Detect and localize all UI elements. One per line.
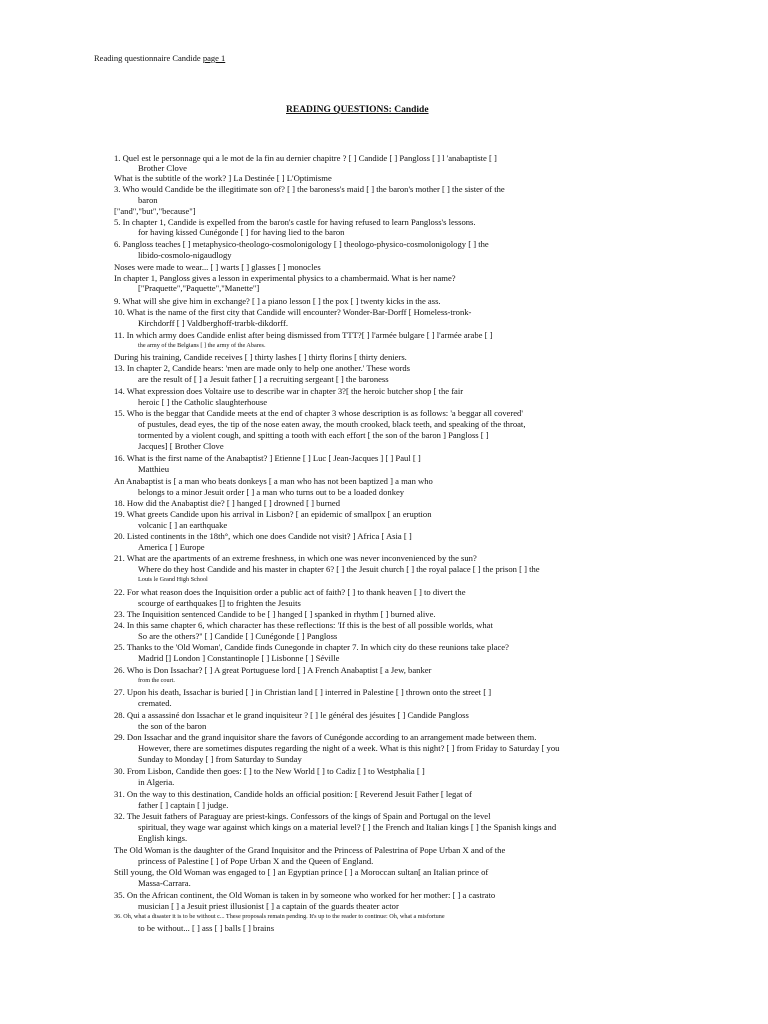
question-line: 10. What is the name of the first city that Candide will encounter? Wonder-Bar-Dorff [ Homeless-tronk- <box>114 307 472 317</box>
question-line: 15. Who is the beggar that Candide meets at the end of chapter 3 whose description is as follows: 'a beggar all covered' <box>114 408 523 418</box>
question-line: 11. In which army does Candide enlist after being dismissed from TTT?[ ] l'armée bulgare [ ] l'armée arabe [ ] <box>114 330 493 340</box>
question-line: Still young, the Old Woman was engaged to [ ] an Egyptian prince [ ] a Moroccan sultan[ an Italian prince of <box>114 867 489 877</box>
question-line: Where do they host Candide and his master in chapter 6? [ ] the Jesuit church [ ] the royal palace [ ] the prison [ ] the <box>138 564 540 574</box>
question-line: 29. Don Issachar and the grand inquisitor share the favors of Cunégonde according to an arrangement made between them. <box>114 732 537 742</box>
question-line: ["and","but","because"] <box>114 206 196 216</box>
question-line: from the court. <box>138 677 175 684</box>
question-line: cremated. <box>138 698 172 708</box>
question-line: 19. What greets Candide upon his arrival in Lisbon? [ an epidemic of smallpox [ an eruption <box>114 509 432 519</box>
question-line: to be without... [ ] ass [ ] balls [ ] brains <box>138 923 275 933</box>
question-line: What is the subtitle of the work? ] La Destinée [ ] L'Optimisme <box>114 173 332 183</box>
question-line: 24. In this same chapter 6, which character has these reflections: 'If this is the best of all possible worlds, what <box>114 620 493 630</box>
question-line: 16. What is the first name of the Anabaptist? ] Etienne [ ] Luc [ Jean-Jacques ] [ ] Paul [ ] <box>114 453 421 463</box>
question-line: Brother Clove <box>138 163 187 173</box>
question-line: However, there are sometimes disputes regarding the night of a week. What is this night? [ ] from Friday to Saturday [ you <box>138 743 560 753</box>
question-line: 27. Upon his death, Issachar is buried [ ] in Christian land [ ] interred in Palestine [ ] thrown onto the street [ ] <box>114 687 492 697</box>
question-line: Jacques] [ Brother Clove <box>138 441 224 451</box>
document-title: READING QUESTIONS: Candide <box>286 105 429 115</box>
question-line: 9. What will she give him in exchange? [ ] a piano lesson [ ] the pox [ ] twenty kicks in the ass. <box>114 296 441 306</box>
question-line: 3. Who would Candide be the illegitimate son of? [ ] the baroness's maid [ ] the baron's mother [ ] the sister of the <box>114 184 505 194</box>
question-line: America [ ] Europe <box>138 542 205 552</box>
question-line: 32. The Jesuit fathers of Paraguay are priest-kings. Confessors of the kings of Spain and Portugal on the level <box>114 811 491 821</box>
question-line: 28. Qui a assassiné don Issachar et le grand inquisiteur ? [ ] le général des jésuites [ ] Candide Pangloss <box>114 710 469 720</box>
question-line: 21. What are the apartments of an extreme freshness, in which one was never inconvenienced by the sun? <box>114 553 477 563</box>
question-line: in Algeria. <box>138 777 175 787</box>
question-line: 23. The Inquisition sentenced Candide to be [ ] hanged [ ] spanked in rhythm [ ] burned alive. <box>114 609 436 619</box>
question-line: 31. On the way to this destination, Candide holds an official position: [ Reverend Jesuit Father [ legat of <box>114 789 472 799</box>
question-line: During his training, Candide receives [ ] thirty lashes [ ] thirty florins [ thirty deniers. <box>114 352 407 362</box>
question-line: Kirchdorff [ ] Valdberghoff-trarbk-dikdorff. <box>138 318 289 328</box>
question-line: Sunday to Monday [ ] from Saturday to Sunday <box>138 754 302 764</box>
question-line: Louis le Grand High School <box>138 576 208 583</box>
question-line: Massa-Carrara. <box>138 878 191 888</box>
question-line: In chapter 1, Pangloss gives a lesson in experimental physics to a chambermaid. What is her name? <box>114 273 456 283</box>
question-line: 25. Thanks to the 'Old Woman', Candide finds Cunegonde in chapter 7. In which city do these reunions take place? <box>114 642 509 652</box>
question-line: An Anabaptist is [ a man who beats donkeys [ a man who has not been baptized ] a man who <box>114 476 433 486</box>
question-line: heroic [ ] the Catholic slaughterhouse <box>138 397 268 407</box>
question-line: baron <box>138 195 158 205</box>
question-line: are the result of [ ] a Jesuit father [ ] a recruiting sergeant [ ] the baroness <box>138 374 389 384</box>
question-line: 20. Listed continents in the 18th°, which one does Candide not visit? ] Africa [ Asia [ ] <box>114 531 412 541</box>
question-line: 5. In chapter 1, Candide is expelled from the baron's castle for having refused to learn Pangloss's lessons. <box>114 217 476 227</box>
page-header <box>94 53 225 63</box>
question-line: 30. From Lisbon, Candide then goes: [ ] to the New World [ ] to Cadiz [ ] to Westphalia [ ] <box>114 766 425 776</box>
question-line: princess of Palestine [ ] of Pope Urban X and the Queen of England. <box>138 856 374 866</box>
question-line: musician [ ] a Jesuit priest illusionist [ ] a captain of the guards theater actor <box>138 901 399 911</box>
question-line: the army of the Belgians [ ] the army of the Abares. <box>138 342 266 349</box>
question-line: Noses were made to wear... [ ] warts [ ] glasses [ ] monocles <box>114 262 321 272</box>
question-line: the son of the baron <box>138 721 207 731</box>
question-line: father [ ] captain [ ] judge. <box>138 800 229 810</box>
question-line: scourge of earthquakes [] to frighten the Jesuits <box>138 598 301 608</box>
question-line: libido-cosmolo-nigaudlogy <box>138 250 232 260</box>
header-page-label: page 1 <box>202 53 226 63</box>
question-line: belongs to a minor Jesuit order [ ] a man who turns out to be a loaded donkey <box>138 487 405 497</box>
question-line: 26. Who is Don Issachar? [ ] A great Portuguese lord [ ] A French Anabaptist [ a Jew, banker <box>114 665 432 675</box>
question-line: of pustules, dead eyes, the tip of the nose eaten away, the mouth crooked, black teeth, and speaking of the throat, <box>138 419 526 429</box>
question-line: spiritual, they wage war against which kings on a material level? [ ] the French and Italian kings [ ] the Spanish kings and <box>138 822 557 832</box>
question-line: 18. How did the Anabaptist die? [ ] hanged [ ] drowned [ ] burned <box>114 498 341 508</box>
question-line: So are the others?'' [ ] Candide [ ] Cunégonde [ ] Pangloss <box>138 631 338 641</box>
question-line: English kings. <box>138 833 188 843</box>
question-line: 22. For what reason does the Inquisition order a public act of faith? [ ] to thank heaven [ ] to divert the <box>114 587 466 597</box>
question-line: for having kissed Cunégonde [ ] for having lied to the baron <box>138 227 345 237</box>
question-line: 36. Oh, what a disaster it is to be without c... These proposals remain pending. It's up to the reader to continue: Oh, what a misfortune <box>114 913 445 920</box>
question-line: Madrid [] London ] Constantinople [ ] Lisbonne [ ] Séville <box>138 653 340 663</box>
question-line: tormented by a violent cough, and spitting a tooth with each effort [ the son of the baron ] Pangloss [ ] <box>138 430 489 440</box>
question-line: 1. Quel est le personnage qui a le mot de la fin au dernier chapitre ? [ ] Candide [ ] Pangloss [ ] l 'anabaptiste [ ] <box>114 153 497 163</box>
question-line: volcanic [ ] an earthquake <box>138 520 228 530</box>
header-prefix: Reading questionnaire Candide <box>94 53 203 63</box>
question-line: 13. In chapter 2, Candide hears: 'men are made only to help one another.' These words <box>114 363 410 373</box>
question-line: 6. Pangloss teaches [ ] metaphysico-theologo-cosmolonigology [ ] theologo-physico-cosmolonigology [ ] the <box>114 239 489 249</box>
question-line: The Old Woman is the daughter of the Grand Inquisitor and the Princess of Palestrina of Pope Urban X and of the <box>114 845 506 855</box>
question-line: 35. On the African continent, the Old Woman is taken in by someone who worked for her mother: [ ] a castrato <box>114 890 496 900</box>
question-line: ["Praquette","Paquette","Manette"] <box>138 283 260 293</box>
question-line: Matthieu <box>138 464 170 474</box>
question-line: 14. What expression does Voltaire use to describe war in chapter 3?[ the heroic butcher shop [ the fair <box>114 386 464 396</box>
